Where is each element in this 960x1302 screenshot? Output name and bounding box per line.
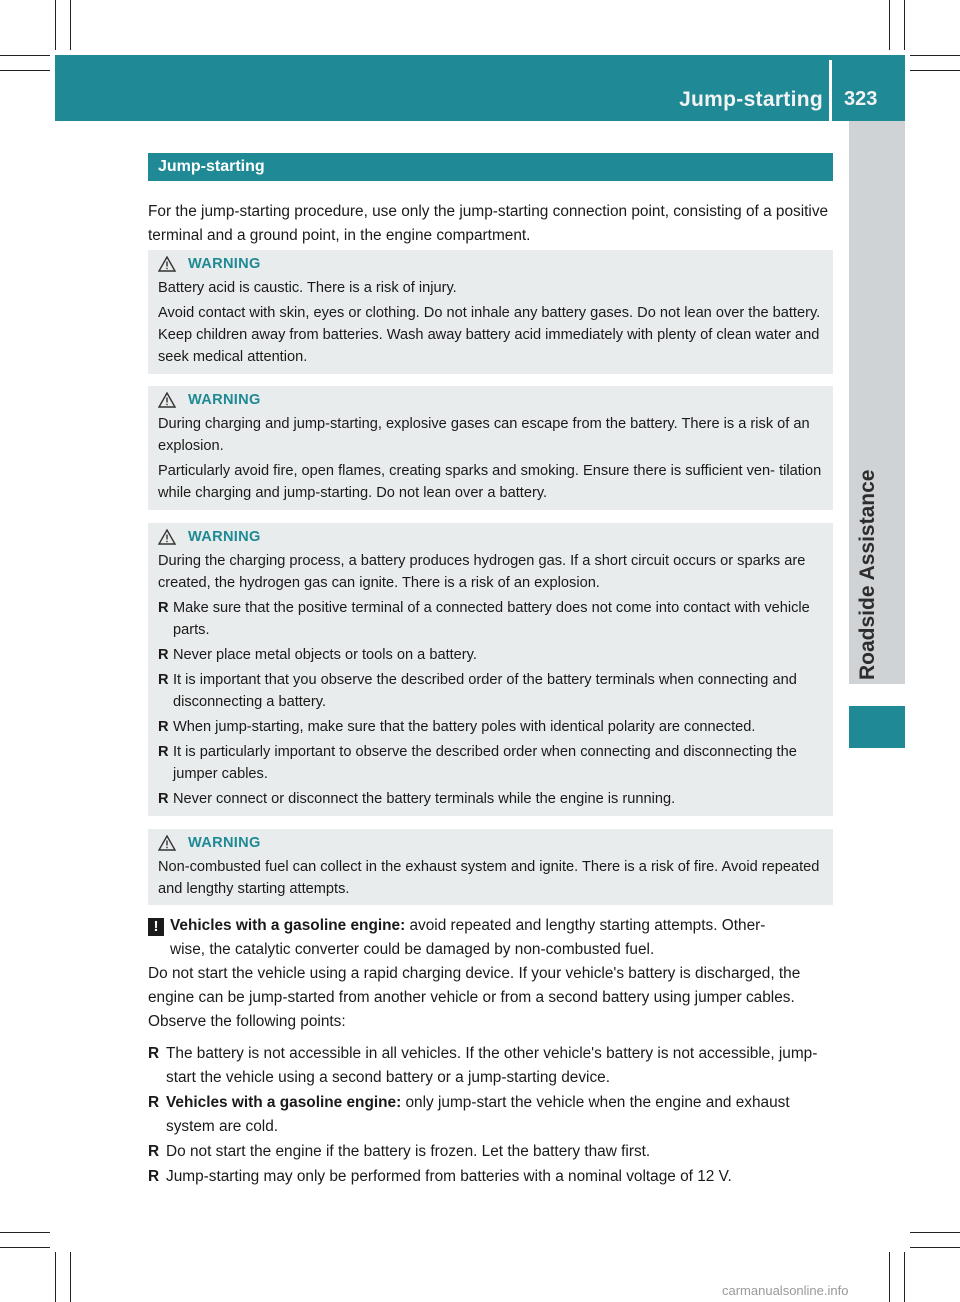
crop-mark — [910, 1232, 960, 1233]
warning-title: WARNING — [188, 835, 261, 851]
page-number: 323 — [844, 88, 878, 110]
section-heading: Jump-starting — [148, 153, 833, 181]
warning-title: WARNING — [188, 392, 261, 408]
list-item-text: only jump-start the vehicle when the engine and exhaust system are cold. — [166, 1094, 790, 1135]
warning-triangle-icon — [158, 835, 176, 851]
warning-text: During the charging process, a battery produces hydrogen gas. If a short circuit occurs or sparks are created, the hydrogen gas can ignite. There is a risk of an explosion. — [158, 553, 806, 591]
crop-mark — [55, 0, 56, 50]
notice-icon: ! — [148, 918, 164, 936]
page-header-title: Jump-starting — [679, 88, 823, 111]
crop-mark — [910, 55, 960, 56]
list-item — [148, 1165, 834, 1189]
crop-mark — [0, 55, 50, 56]
chapter-marker — [849, 706, 905, 748]
crop-mark — [910, 1247, 960, 1248]
crop-mark — [0, 1232, 50, 1233]
crop-mark — [889, 1252, 890, 1302]
points-list — [148, 1042, 834, 1190]
notice-bold: Vehicles with a gasoline engine: — [170, 917, 406, 934]
warning-box — [148, 250, 833, 374]
warning-title: WARNING — [188, 256, 261, 272]
list-item-text: Jump-starting may only be performed from batteries with a nominal voltage of 12 V. — [166, 1168, 732, 1185]
chapter-side-label: Roadside Assistance — [856, 469, 879, 680]
warning-text: During charging and jump-starting, explosive gases can escape from the battery. There is a risk of an explosion. — [158, 416, 810, 454]
list-item-text: The battery is not accessible in all vehicles. If the other vehicle's battery is not accessible, jump-start the vehicle using a second battery or a jump-starting device. — [166, 1045, 818, 1086]
warning-bullet: R Make sure that the positive terminal of a connected battery does not come into contact with vehicle parts. — [158, 597, 825, 641]
warning-text: Avoid contact with skin, eyes or clothing. Do not inhale any battery gases. Do not lean over the battery. Keep children away from batteries. Wash away battery acid immediately with plenty of clean water and seek medical attention. — [158, 305, 821, 365]
warning-bullet: R It is important that you observe the described order of the battery terminals when connecting and disconnecting a battery. — [158, 669, 825, 713]
warning-triangle-icon — [158, 529, 176, 545]
header-divider — [829, 60, 832, 121]
warning-bullet: R When jump-starting, make sure that the battery poles with identical polarity are connected. — [158, 716, 825, 738]
crop-mark — [55, 1252, 56, 1302]
warning-bullet: R Never place metal objects or tools on a battery. — [158, 644, 825, 666]
warning-text: Non-combusted fuel can collect in the exhaust system and ignite. There is a risk of fire. Avoid repeated and lengthy starting attempts. — [158, 859, 820, 897]
warning-text: Battery acid is caustic. There is a risk of injury. — [158, 280, 457, 296]
watermark: carmanualsonline.info — [722, 1283, 849, 1298]
warning-box — [148, 829, 833, 905]
warning-box — [148, 386, 833, 510]
warning-title: WARNING — [188, 529, 261, 545]
body-paragraph: Do not start the vehicle using a rapid charging device. If your vehicle's battery is discharged, the engine can be jump-started from another vehicle or from a second battery using jumper cables. Observe the following points: — [148, 965, 801, 1030]
crop-mark — [910, 70, 960, 71]
crop-mark — [0, 70, 50, 71]
list-item-bold: Vehicles with a gasoline engine: — [166, 1094, 402, 1111]
crop-mark — [70, 0, 71, 50]
warning-bullet: R Never connect or disconnect the battery terminals while the engine is running. — [158, 788, 825, 810]
crop-mark — [889, 0, 890, 50]
crop-mark — [904, 0, 905, 50]
list-item — [148, 1091, 834, 1139]
list-item-text: Do not start the engine if the battery is frozen. Let the battery thaw first. — [166, 1143, 651, 1160]
list-item — [148, 1042, 834, 1090]
notice-continuation: wise, the catalytic converter could be damaged by non-combusted fuel. — [170, 941, 655, 958]
notice-text — [170, 914, 834, 938]
warning-triangle-icon — [158, 256, 176, 272]
list-item — [148, 1140, 834, 1164]
section-intro: For the jump-starting procedure, use only the jump-starting connection point, consisting of a positive terminal and a ground point, in the engine compartment. — [148, 203, 829, 244]
crop-mark — [904, 1252, 905, 1302]
crop-mark — [70, 1252, 71, 1302]
warning-triangle-icon — [158, 392, 176, 408]
crop-mark — [0, 1247, 50, 1248]
warning-box — [148, 523, 833, 816]
warning-text: Particularly avoid fire, open flames, creating sparks and smoking. Ensure there is sufficient ven- tilation while charging and jump-starting. Do not lean over a battery. — [158, 463, 822, 501]
warning-bullet: R It is particularly important to observe the described order when connecting and disconnecting the jumper cables. — [158, 741, 825, 785]
notice-body: avoid repeated and lengthy starting attempts. Other- — [405, 917, 766, 934]
